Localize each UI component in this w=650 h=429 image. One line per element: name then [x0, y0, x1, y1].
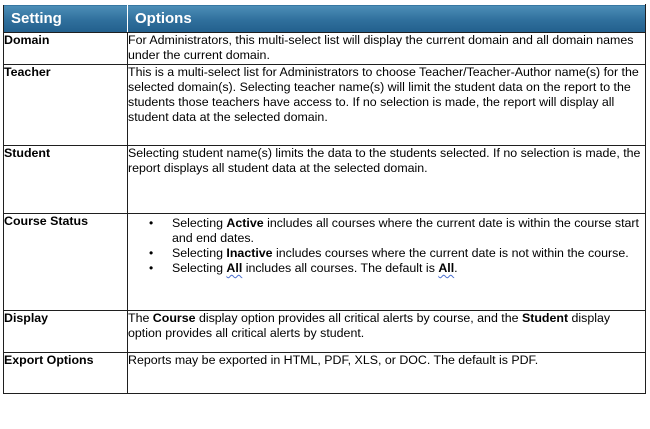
course-status-list	[128, 216, 645, 276]
header-setting: Setting	[4, 5, 128, 33]
text-fragment: Selecting	[172, 261, 227, 275]
keyword-all-default: All	[438, 261, 455, 275]
list-item-all	[149, 261, 645, 276]
keyword-inactive: Inactive	[226, 246, 273, 260]
setting-course-status: Course Status	[4, 214, 128, 311]
keyword-student: Student	[521, 311, 569, 325]
table-header-row	[4, 5, 646, 33]
bullet-icon: •	[149, 261, 154, 275]
bullet-icon: •	[149, 246, 154, 260]
setting-student: Student	[4, 146, 128, 214]
settings-table	[3, 4, 646, 394]
table-row-student	[4, 146, 646, 214]
table-row-course-status	[4, 214, 646, 311]
text-fragment: includes all courses where the current date is within the course start and end dates.	[172, 216, 639, 245]
text-fragment: .	[454, 261, 458, 275]
text-fragment: includes all courses. The default is	[242, 261, 439, 275]
options-teacher: This is a multi-select list for Administrators to choose Teacher/Teacher-Author name(s) for the selected domain(s). Selecting teacher name(s) will limit the student data on the report to the students those teachers have access to. If no selection is made, the report will display all student data at the selected domain.	[128, 65, 646, 146]
text-fragment: display option provides all critical alerts by student.	[128, 311, 611, 340]
setting-display: Display	[4, 311, 128, 353]
list-item-inactive	[149, 246, 645, 261]
options-export: Reports may be exported in HTML, PDF, XLS, or DOC. The default is PDF.	[128, 353, 646, 394]
table-row-teacher	[4, 65, 646, 146]
text-fragment: Selecting	[172, 246, 227, 260]
header-options: Options	[128, 5, 646, 33]
table-row-export-options	[4, 353, 646, 394]
keyword-course: Course	[152, 311, 196, 325]
setting-export-options: Export Options	[4, 353, 128, 394]
bullet-icon: •	[149, 216, 154, 230]
options-course-status	[128, 214, 646, 311]
options-student: Selecting student name(s) limits the data to the students selected. If no selection is made, the report displays all student data at the selected domain.	[128, 146, 646, 214]
list-item-active	[149, 216, 645, 246]
text-fragment: Selecting	[172, 216, 227, 230]
options-display	[128, 311, 646, 353]
options-domain: For Administrators, this multi-select list will display the current domain and all domain names under the current domain.	[128, 33, 646, 65]
table-row-display	[4, 311, 646, 353]
keyword-active: Active	[226, 216, 264, 230]
text-fragment: includes courses where the current date is not within the course.	[272, 246, 629, 260]
keyword-all: All	[226, 261, 243, 275]
setting-domain: Domain	[4, 33, 128, 65]
text-fragment: display option provides all critical alerts by course, and the	[195, 311, 522, 325]
setting-teacher: Teacher	[4, 65, 128, 146]
text-fragment: The	[128, 311, 153, 325]
table-row-domain	[4, 33, 646, 65]
